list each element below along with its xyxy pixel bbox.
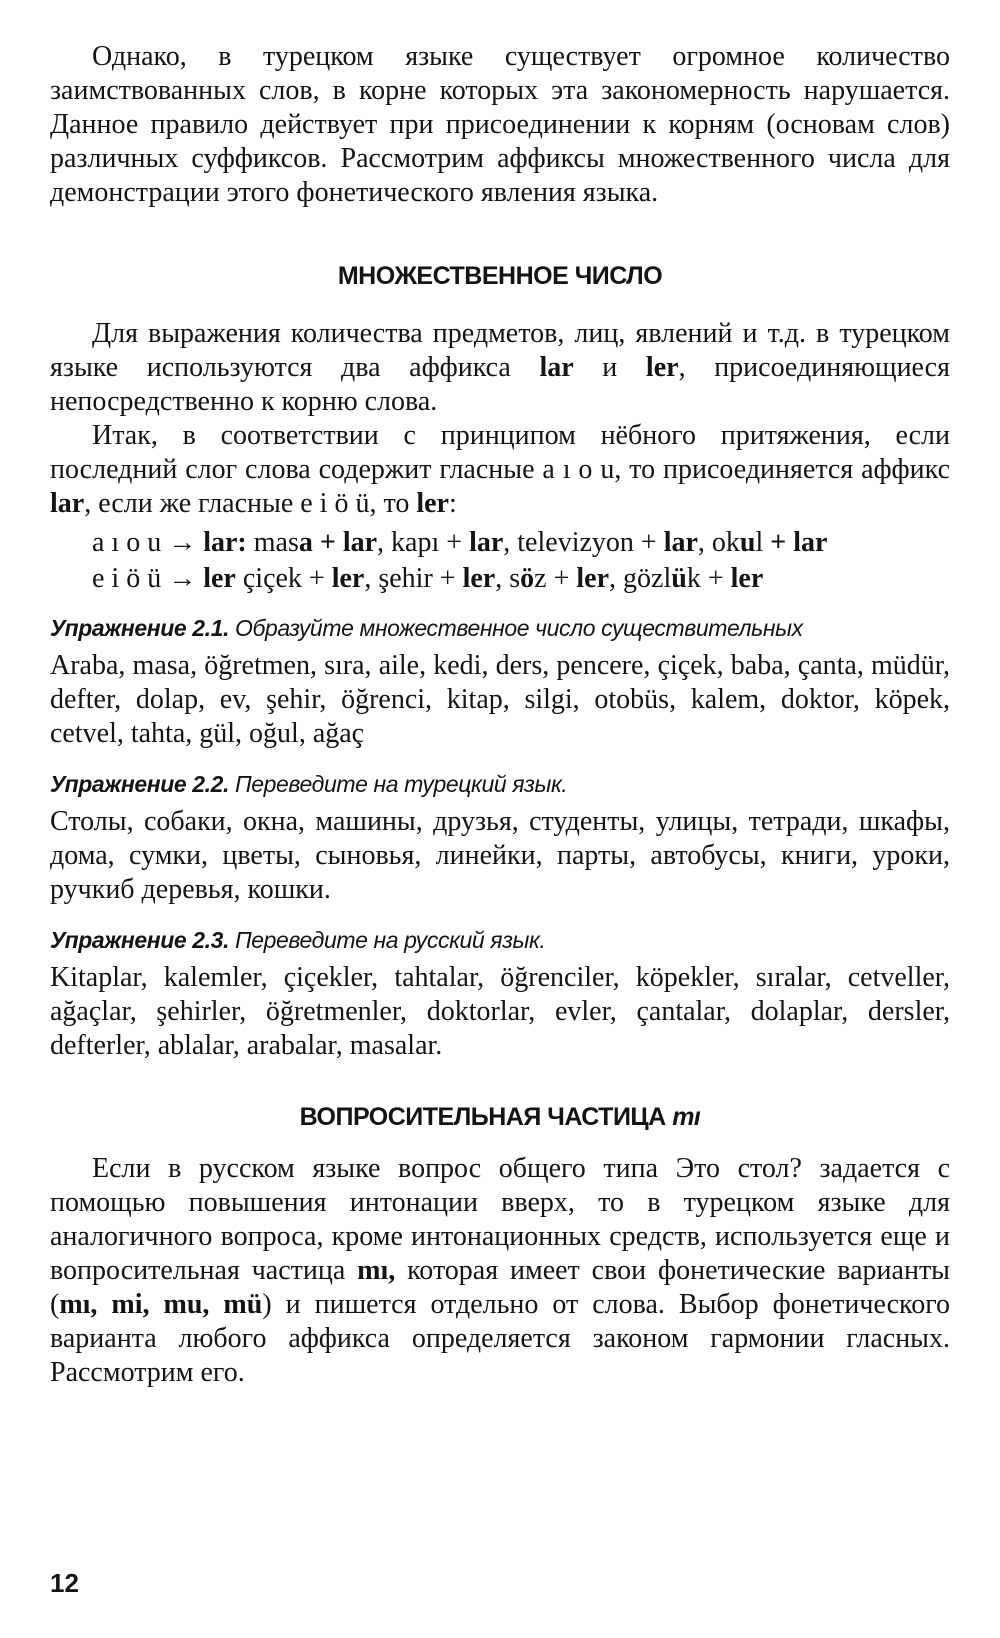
exercise-2-1-body: Araba, masa, öğretmen, sıra, aile, kedi, ders, pencere, çiçek, baba, çanta, müdür, defter, dolap, ev, şehir, öğrenci, kitap, silgi, otobüs, kalem, doktor, köpek, cetvel, tahta, gül, oğul, ağaç (50, 650, 950, 749)
exercise-2-2-body: Столы, собаки, окна, машины, друзья, студенты, улицы, тетради, шкафы, дома, сумки, цветы, сыновья, линейки, парты, автобусы, книги, уроки, ручкиб деревья, кошки. (50, 806, 950, 905)
rule-back-vowels: a ı o u → lar: masa + lar, kapı + lar, televizyon + lar, okul + lar (92, 527, 828, 558)
exercise-2-2-title: Упражнение 2.2. Переведите на турецкий язык. (50, 771, 568, 797)
intro-paragraph: Однако, в турецком языке существует огромное количество заимствованных слов, в корне которых эта закономерность нарушается. Данное правило действует при присоединении к корням (основам слов) различных суффиксов. Рассмотрим аффиксы множественного числа для демонстрации этого фонетического явления языка. (50, 41, 950, 208)
plural-paragraph-1: Для выражения количества предметов, лиц, явлений и т.д. в турецком языке используются два аффикса lar и ler, присоединяющиеся непосредственно к корню слова. (50, 318, 950, 417)
exercise-2-1-title: Упражнение 2.1. Образуйте множественное число существительных (50, 615, 803, 641)
rule-front-vowels: e i ö ü → ler çiçek + ler, şehir + ler, söz + ler, gözlük + ler (92, 563, 764, 594)
section-heading-question: ВОПРОСИТЕЛЬНАЯ ЧАСТИЦА mı (299, 1103, 701, 1131)
plural-paragraph-2: Итак, в соответствии с принципом нёбного притяжения, если последний слог слова содержит гласные a ı o u, то присоединяется аффикс lar, если же гласные e i ö ü, то ler: (50, 420, 950, 519)
page-content (50, 40, 950, 1390)
exercise-2-3-title: Упражнение 2.3. Переведите на русский язык. (50, 927, 546, 953)
page-number: 12 (50, 1568, 79, 1598)
exercise-2-3-body: Kitaplar, kalemler, çiçekler, tahtalar, öğrenciler, köpekler, sıralar, cetveller, ağaçlar, şehirler, öğretmenler, doktorlar, evler, çantalar, dolaplar, dersler, defterler, ablalar, arabalar, masalar. (50, 962, 950, 1061)
question-paragraph: Если в русском языке вопрос общего типа Это стол? задается с помощью повышения интонации вверх, то в турецком языке для аналогичного вопроса, кроме интонационных средств, используется еще и вопросительная частица mı, которая имеет свои фонетические варианты (mı, mi, mu, mü) и пишется отдельно от слова. Выбор фонетического варианта любого аффикса определяется законом гармонии гласных. Рассмотрим его. (50, 1153, 951, 1388)
section-heading-plural: МНОЖЕСТВЕННОЕ ЧИСЛО (337, 262, 663, 290)
